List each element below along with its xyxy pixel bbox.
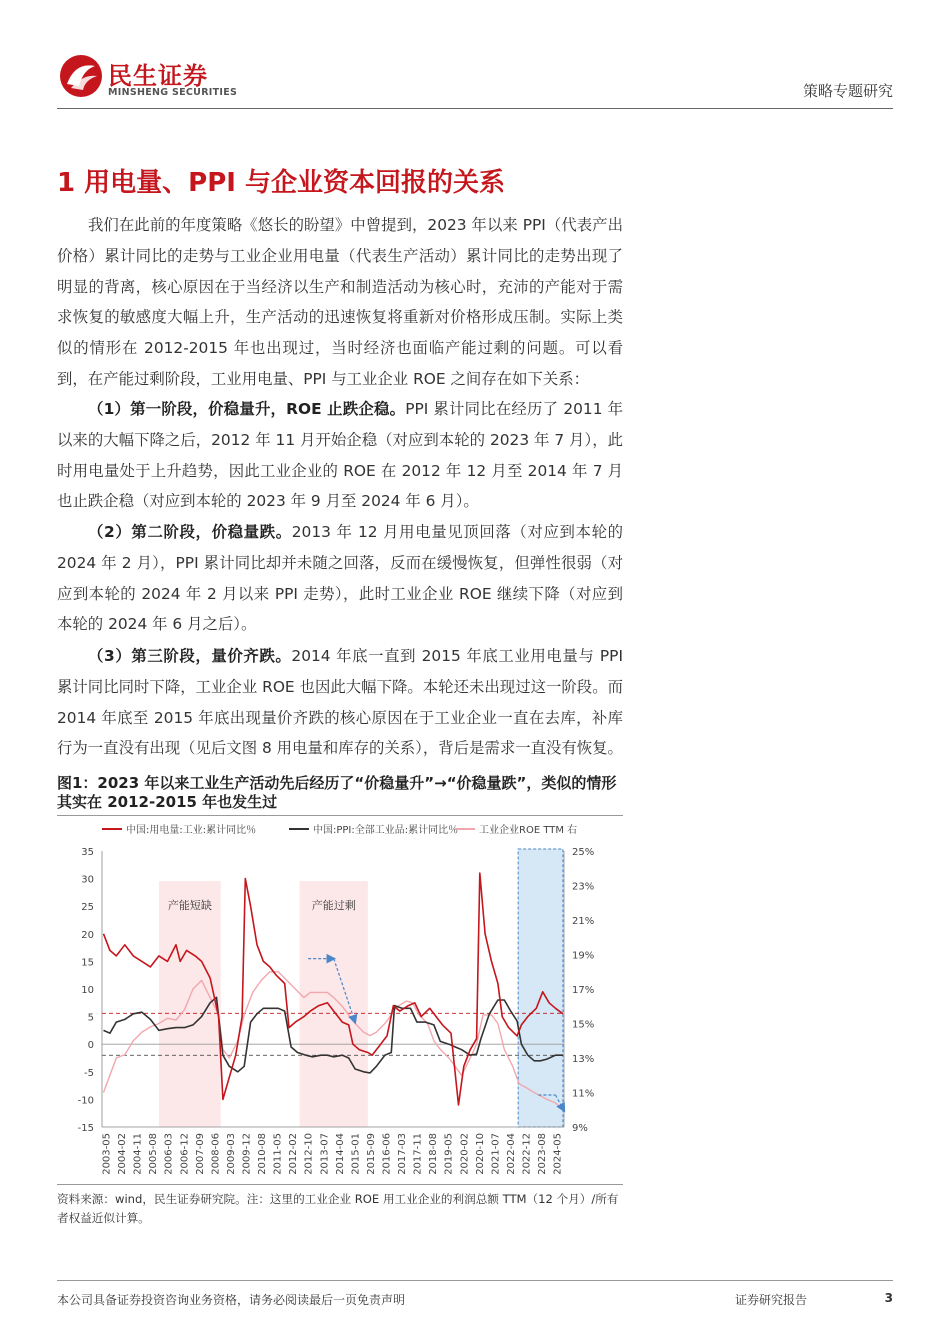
left-tick-label: 35: [81, 847, 94, 858]
left-tick-label: 30: [81, 874, 94, 886]
stage2-paragraph: [57, 517, 623, 640]
document-type: 策略专题研究: [802, 82, 893, 100]
x-tick-label: 2012-02: [288, 1133, 300, 1175]
figure-source-note: 资料来源：wind，民生证券研究院。注：这里的工业企业 ROE 用工业企业的利润总额 TTM（12 个月）/所有者权益近似计算。: [57, 1192, 619, 1225]
left-tick-label: 0: [87, 1040, 94, 1052]
x-tick-label: 2003-05: [101, 1133, 113, 1175]
legend-label: 中国:PPI:全部工业品:累计同比％: [313, 825, 459, 836]
logo-mark-icon: [57, 52, 105, 100]
x-tick-label: 2008-06: [210, 1133, 222, 1175]
left-tick-label: 5: [87, 1012, 94, 1024]
shaded-region-overcapacity: [300, 881, 368, 1127]
x-tick-label: 2020-02: [459, 1133, 471, 1175]
footer-disclaimer: 本公司具备证券投资咨询业务资格，请务必阅读最后一页免责声明: [57, 1293, 406, 1307]
stage2-heading: （2）第二阶段，价稳量跌。: [88, 523, 292, 541]
x-tick-label: 2004-11: [132, 1133, 144, 1175]
shaded-region-shortage: [159, 881, 221, 1127]
roe-electricity-ppi-chart: [57, 817, 623, 1183]
left-tick-label: -10: [77, 1095, 94, 1107]
x-tick-label: 2021-07: [490, 1133, 502, 1175]
stage1-body: PPI 累计同比在经历了 2011 年以来的大幅下降之后，2012 年 11 月开始企稳（对应到本轮的 2023 年 7 月），此时用电量处于上升趋势，因此工业企业的 ROE 在 2012 年 12 月至 2014 年 7 月也止跌企稳（对应到本轮的 2023 年 9 月至 2024 年 6 月）。: [57, 400, 624, 511]
shaded-region-label: 产能短缺: [167, 899, 212, 912]
legend-label: 中国:用电量:工业:累计同比％: [126, 825, 257, 836]
right-tick-label: 11%: [572, 1088, 595, 1100]
x-tick-label: 2017-11: [412, 1133, 424, 1175]
footer-report-type: 证券研究报告: [735, 1293, 808, 1307]
left-tick-label: 20: [81, 929, 94, 941]
right-tick-label: 23%: [572, 881, 595, 893]
figure-title: 图1：2023 年以来工业生产活动先后经历了“价稳量升”→“价稳量跌”，类似的情形其实在 2012-2015 年也发生过: [57, 774, 617, 811]
logo-company-name-en: MINSHENG SECURITIES: [108, 87, 238, 98]
stage1-paragraph: [57, 394, 623, 517]
stage3-heading: （3）第三阶段，量价齐跌。: [88, 647, 292, 665]
x-tick-label: 2016-06: [381, 1133, 393, 1175]
x-tick-label: 2006-03: [163, 1133, 175, 1175]
x-tick-label: 2018-08: [428, 1133, 440, 1175]
figure-bottom-rule: [57, 1184, 623, 1185]
x-tick-label: 2004-02: [117, 1133, 129, 1175]
right-tick-label: 25%: [572, 847, 595, 858]
x-tick-label: 2020-10: [474, 1133, 486, 1175]
right-tick-label: 13%: [572, 1054, 595, 1065]
intro-paragraph: 我们在此前的年度策略《悠长的盼望》中曾提到，2023 年以来 PPI（代表产出价格）累计同比的走势与工业企业用电量（代表生产活动）累计同比的走势出现了明显的背离，核心原因在于当经济以生产和制造活动为核心时，充沛的产能对于需求恢复的敏感度大幅上升，生产活动的迅速恢复将重新对价格形成压制。实际上类似的情形在 2012-2015 年也出现过，当时经济也面临产能过剩的问题。可以看到，在产能过剩阶段，工业用电量、PPI 与工业企业 ROE 之间存在如下关系：: [57, 216, 623, 388]
x-tick-label: 2009-03: [225, 1133, 237, 1175]
x-tick-label: 2011-05: [272, 1133, 284, 1175]
left-tick-label: 25: [81, 902, 94, 914]
right-tick-label: 9%: [572, 1123, 588, 1134]
x-tick-label: 2022-04: [505, 1133, 517, 1175]
stage1-heading: （1）第一阶段，价稳量升，ROE 止跌企稳。: [88, 400, 406, 418]
right-tick-label: 17%: [572, 985, 595, 996]
left-tick-label: 15: [81, 957, 94, 969]
x-tick-label: 2015-09: [365, 1133, 377, 1175]
x-tick-label: 2014-04: [334, 1133, 346, 1175]
x-tick-label: 2024-05: [552, 1133, 564, 1175]
stage3-body: 2014 年底一直到 2015 年底工业用电量与 PPI 累计同比同时下降，工业企业 ROE 也因此大幅下降。本轮还未出现过这一阶段。而 2014 年底至 2015 年底出现量价齐跌的核心原因在于工业企业一直在去库，补库行为一直没有出现（见后文图 8 用电量和库存的关系），背后是需求一直没有恢复。: [57, 647, 623, 758]
shaded-region-current: [518, 849, 563, 1127]
x-tick-label: 2005-08: [148, 1133, 160, 1175]
right-tick-label: 19%: [572, 950, 595, 962]
x-tick-label: 2009-12: [241, 1133, 253, 1175]
figure-top-rule: [57, 815, 623, 816]
stage3-paragraph: [57, 641, 623, 764]
x-tick-label: 2023-08: [537, 1133, 549, 1175]
logo-company-name: 民生证券: [108, 62, 208, 90]
left-tick-label: -5: [84, 1067, 94, 1079]
left-tick-label: -15: [77, 1123, 94, 1134]
x-tick-label: 2013-07: [319, 1133, 331, 1175]
legend-label: 工业企业ROE TTM 右: [479, 825, 578, 836]
right-tick-label: 21%: [572, 916, 595, 927]
shaded-region-label: 产能过剩: [311, 899, 356, 912]
x-tick-label: 2022-12: [521, 1133, 533, 1175]
section-title: 1 用电量、PPI 与企业资本回报的关系: [57, 168, 505, 198]
left-tick-label: 10: [81, 985, 94, 996]
x-tick-label: 2017-03: [397, 1133, 409, 1175]
footer-divider: [57, 1280, 893, 1281]
x-tick-label: 2006-12: [179, 1133, 191, 1175]
header-divider: [57, 108, 893, 109]
x-tick-label: 2010-08: [257, 1133, 269, 1175]
x-tick-label: 2019-05: [443, 1133, 455, 1175]
stage2-body: 2013 年 12 月用电量见顶回落（对应到本轮的 2024 年 2 月），PPI 累计同比却并未随之回落，反而在缓慢恢复，但弹性很弱（对应到本轮的 2024 年 2 月以来 PPI 走势），此时工业企业 ROE 继续下降（对应到本轮的 2024 年 6 月之后）。: [57, 523, 623, 634]
page-number: 3: [884, 1291, 893, 1305]
x-tick-label: 2007-09: [194, 1133, 206, 1175]
x-tick-label: 2015-01: [350, 1133, 362, 1175]
right-tick-label: 15%: [572, 1019, 595, 1031]
x-tick-label: 2012-10: [303, 1133, 315, 1175]
